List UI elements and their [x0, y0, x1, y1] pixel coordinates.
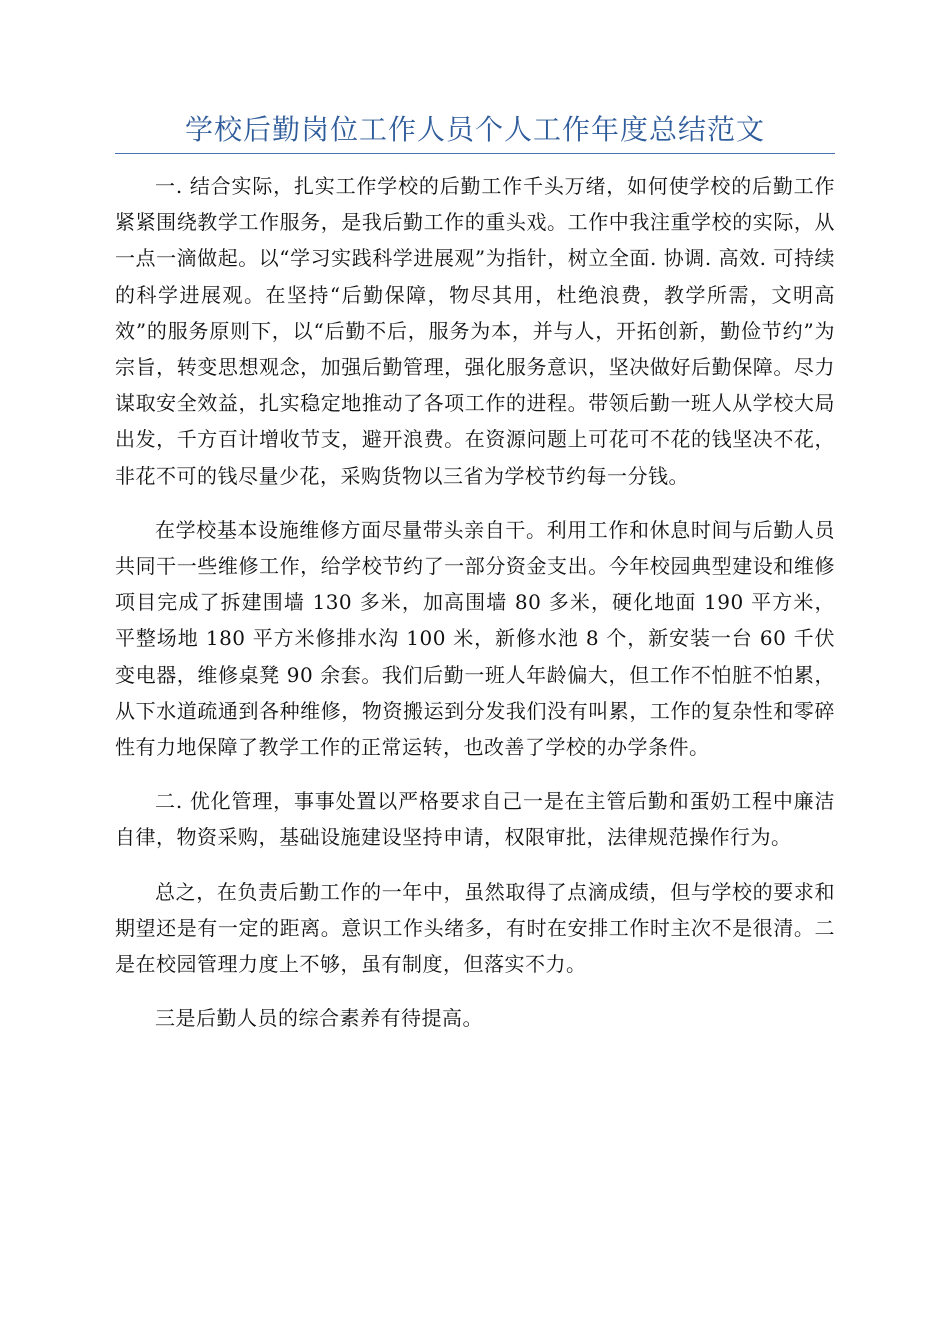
document-body	[115, 168, 835, 1054]
title-underline	[115, 153, 835, 154]
paragraph-2: 在学校基本设施维修方面尽量带头亲自干。利用工作和休息时间与后勤人员共同干一些维修工作，给学校节约了一部分资金支出。今年校园典型建设和维修项目完成了拆建围墙 130 多米，加高围墙 80 多米，硬化地面 190 平方米，平整场地 180 平方米修排水沟 100 米，新修水池 8 个，新安装一台 60 千伏变电器，维修桌凳 90 余套。我们后勤一班人年龄偏大，但工作不怕脏不怕累，从下水道疏通到各种维修，物资搬运到分发我们没有叫累，工作的复杂性和零碎性有力地保障了教学工作的正常运转，也改善了学校的办学条件。	[115, 517, 835, 760]
paragraph-1: 一. 结合实际，扎实工作学校的后勤工作千头万绪，如何使学校的后勤工作紧紧围绕教学工作服务，是我后勤工作的重头戏。工作中我注重学校的实际，从一点一滴做起。以“学习实践科学进展观”为指针，树立全面. 协调. 高效. 可持续的科学进展观。在坚持“后勤保障，物尽其用，杜绝浪费，教学所需，文明高效”的服务原则下，以“后勤不后，服务为本，并与人，开拓创新，勤俭节约”为宗旨，转变思想观念，加强后勤管理，强化服务意识，坚决做好后勤保障。尽力谋取安全效益，扎实稳定地推动了各项工作的进程。带领后勤一班人从学校大局出发，千方百计增收节支，避开浪费。在资源问题上可花可不花的钱坚决不花，非花不可的钱尽量少花，采购货物以三省为学校节约每一分钱。	[115, 174, 835, 488]
paragraph-3: 二. 优化管理，事事处置以严格要求自己一是在主管后勤和蛋奶工程中廉洁自律，物资采购，基础设施建设坚持申请，权限审批，法律规范操作行为。	[115, 789, 835, 850]
document-title: 学校后勤岗位工作人员个人工作年度总结范文	[184, 113, 765, 146]
paragraph-5: 三是后勤人员的综合素养有待提高。	[155, 1006, 483, 1031]
paragraph-4: 总之，在负责后勤工作的一年中，虽然取得了点滴成绩，但与学校的要求和期望还是有一定的距离。意识工作头绪多，有时在安排工作时主次不是很清。二是在校园管理力度上不够，虽有制度，但落实不力。	[115, 879, 835, 977]
